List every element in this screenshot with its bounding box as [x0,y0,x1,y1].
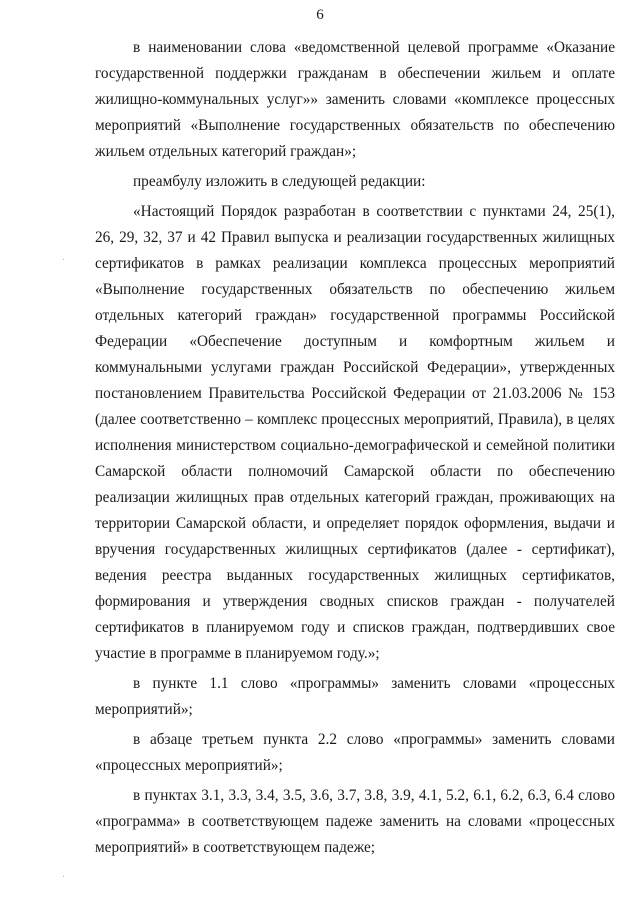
scan-speck: · [62,255,66,266]
paragraph-point-1-1: в пункте 1.1 слово «программы» заменить словами «процессных мероприятий»; [95,675,615,718]
page-number: 6 [316,7,324,23]
paragraph-point-2-2: в абзаце третьем пункта 2.2 слово «программы» заменить словами «процессных мероприятий»; [95,731,615,774]
paragraph-points-list: в пунктах 3.1, 3.3, 3.4, 3.5, 3.6, 3.7, 3.8, 3.9, 4.1, 5.2, 6.1, 6.2, 6.3, 6.4 слово «программа» в соответствующем падеже заменить на словами «процессных мероприятий» в соответствующем падеже; [95,787,615,856]
paragraph-preamble-intro: преамбулу изложить в следующей редакции: [133,173,426,190]
paragraph-name-change: в наименовании слова «ведомственной целевой программе «Оказание государственной поддержки гражданам в обеспечении жильем и оплате жилищно-коммунальных услуг»» заменить словами «комплексе процессных мероприятий «Выполнение государственных обязательств по обеспечению жильем отдельных категорий граждан»; [95,39,615,160]
document-body [95,35,615,861]
paragraph-preamble-text: «Настоящий Порядок разработан в соответствии с пунктами 24, 25(1), 26, 29, 32, 37 и 42 Правил выпуска и реализации государственных жилищных сертификатов в рамках реализации комплекса процессных мероприятий «Выполнение государственных обязательств по обеспечению жильем отдельных категорий граждан» государственной программы Российской Федерации «Обеспечение доступным и комфортным жильем и коммунальными услугами граждан Российской Федерации», утвержденных постановлением Правительства Российской Федерации от 21.03.2006 № 153 (далее соответственно – комплекс процессных мероприятий, Правила), в целях исполнения министерством социально-демографической и семейной политики Самарской области полномочий Самарской области по обеспечению реализации жилищных прав отдельных категорий граждан, проживающих на территории Самарской области, и определяет порядок оформления, выдачи и вручения государственных жилищных сертификатов (далее - сертификат), ведения реестра выданных государственных жилищных сертификатов, формирования и утверждения сводных списков граждан - получателей сертификатов в планируемом году и списков граждан, подтвердивших свое участие в программе в планируемом году.»; [95,203,615,662]
scan-speck: · [62,872,66,883]
